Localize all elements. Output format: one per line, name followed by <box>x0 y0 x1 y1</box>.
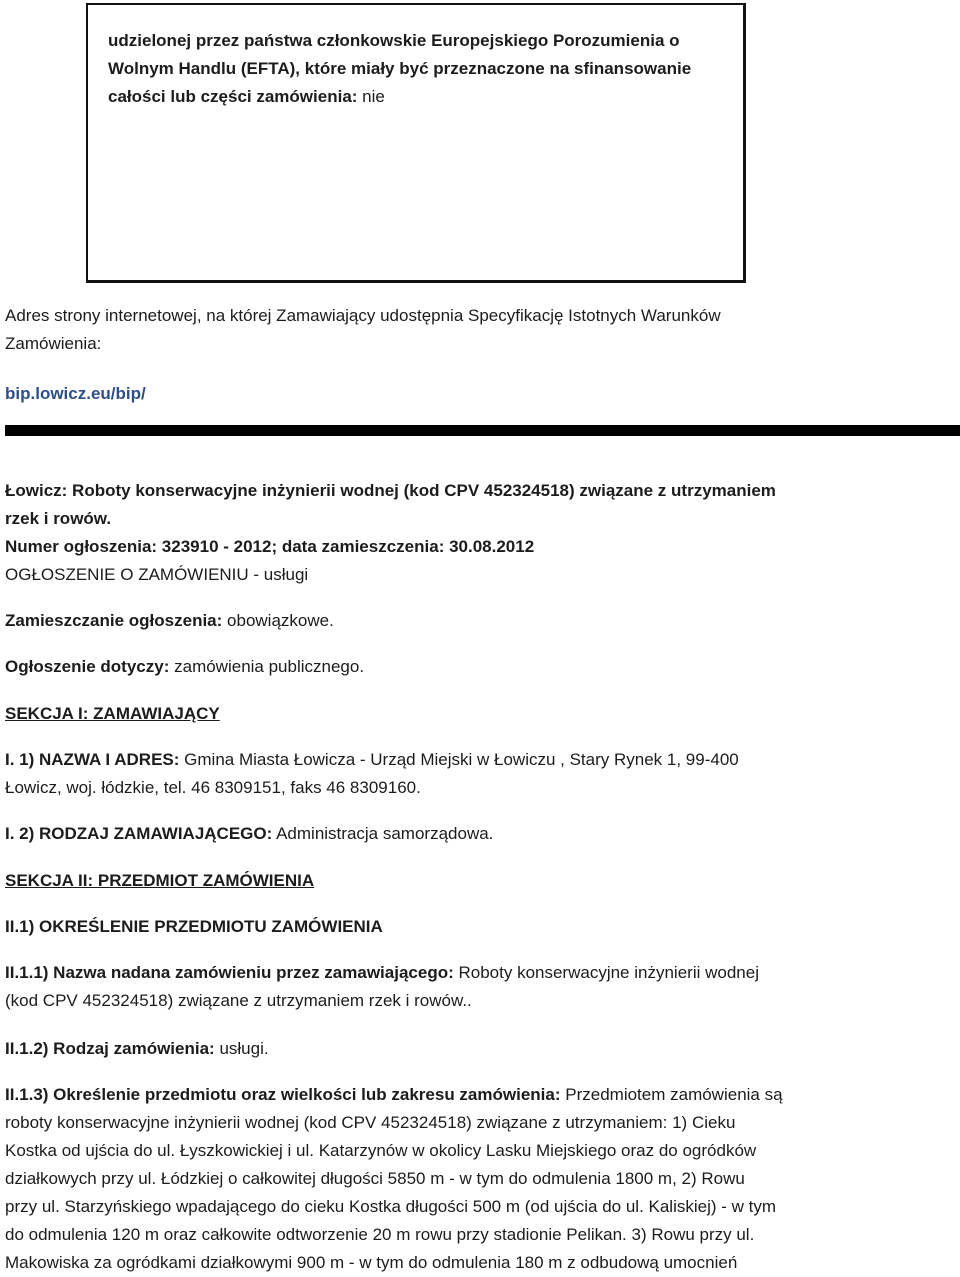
section2-heading: SEKCJA II: PRZEDMIOT ZAMÓWIENIA <box>5 871 315 890</box>
ii13-scope <box>5 1081 783 1109</box>
notice-placement <box>5 607 334 635</box>
i1-label: I. 1) NAZWA I ADRES: <box>5 750 180 769</box>
i1-value-line1: Gmina Miasta Łowicza - Urząd Miejski w Łowiczu , Stary Rynek 1, 99-400 <box>184 750 739 769</box>
i1-name-address <box>5 746 739 774</box>
i1-value-line2: Łowicz, woj. łódzkie, tel. 46 8309151, faks 46 8309160. <box>5 778 421 797</box>
efta-value: nie <box>362 87 385 106</box>
notice-concerns-label: Ogłoszenie dotyczy: <box>5 657 170 676</box>
notice-placement-value: obowiązkowe. <box>227 611 334 630</box>
efta-label: udzielonej przez państwa członkowskie Europejskiego Porozumienia o Wolnym Handlu (EFTA), które miały być przeznaczone na sfinansowanie całości lub części zamówienia: <box>108 31 692 106</box>
i2-label: I. 2) RODZAJ ZAMAWIAJĄCEGO: <box>5 824 273 843</box>
notice-concerns <box>5 653 364 681</box>
ii11-value-line1: Roboty konserwacyjne inżynierii wodnej <box>458 963 759 982</box>
ii12-kind <box>5 1035 269 1063</box>
notice-title-line2: rzek i rowów. <box>5 509 112 528</box>
siwz-address-line2: Zamówienia: <box>5 334 102 353</box>
i2-value: Administracja samorządowa. <box>276 824 494 843</box>
ii11-value-line2: (kod CPV 452324518) związane z utrzymaniem rzek i rowów.. <box>5 991 472 1010</box>
notice-concerns-value: zamówienia publicznego. <box>174 657 365 676</box>
ii13-text-line: roboty konserwacyjne inżynierii wodnej (kod CPV 452324518) związane z utrzymaniem: 1) Cieku <box>5 1113 736 1132</box>
i2-type <box>5 820 493 848</box>
ii11-label: II.1.1) Nazwa nadana zamówieniu przez zamawiającego: <box>5 963 454 982</box>
section1-heading: SEKCJA I: ZAMAWIAJĄCY <box>5 704 220 723</box>
ii13-text-line: Kostka od ujścia do ul. Łyszkowickiej i ul. Katarzynów w okolicy Lasku Miejskiego oraz do ogródków <box>5 1141 757 1160</box>
ii13-text-line: działkowych przy ul. Łódzkiej o całkowitej długości 5850 m - w tym do odmulenia 1800 m, 2) Rowu <box>5 1169 745 1188</box>
ii12-value: usługi. <box>219 1039 269 1058</box>
efta-info-box <box>86 3 746 283</box>
notice-title-line1: Łowicz: Roboty konserwacyjne inżynierii wodnej (kod CPV 452324518) związane z utrzymaniem <box>5 481 776 500</box>
ii1-heading: II.1) OKREŚLENIE PRZEDMIOTU ZAMÓWIENIA <box>5 917 383 936</box>
ii13-text-line: Makowiska za ogródkami działkowymi 900 m - w tym do odmulenia 180 m z odbudową umocnień <box>5 1253 738 1272</box>
ii13-text-line: do odmulenia 120 m oraz całkowite odtworzenie 20 m rowu przy stadionie Pelikan. 3) Rowu przy ul. <box>5 1225 755 1244</box>
efta-text <box>108 27 728 111</box>
ii13-label: II.1.3) Określenie przedmiotu oraz wielkości lub zakresu zamówienia: <box>5 1085 561 1104</box>
notice-number: Numer ogłoszenia: 323910 - 2012; data zamieszczenia: 30.08.2012 <box>5 537 535 556</box>
separator-rule <box>5 425 960 436</box>
ii11-name <box>5 959 759 987</box>
siwz-address-line1: Adres strony internetowej, na której Zamawiający udostępnia Specyfikację Istotnych Warunków <box>5 306 721 325</box>
ii13-text-line: przy ul. Starzyńskiego wpadającego do cieku Kostka długości 500 m (od ujścia do ul. Kaliskiej) - w tym <box>5 1197 777 1216</box>
bip-link[interactable]: bip.lowicz.eu/bip/ <box>5 384 146 403</box>
ii12-label: II.1.2) Rodzaj zamówienia: <box>5 1039 215 1058</box>
notice-placement-label: Zamieszczanie ogłoszenia: <box>5 611 223 630</box>
notice-type: OGŁOSZENIE O ZAMÓWIENIU - usługi <box>5 565 309 584</box>
ii13-value-line1: Przedmiotem zamówienia są <box>565 1085 783 1104</box>
